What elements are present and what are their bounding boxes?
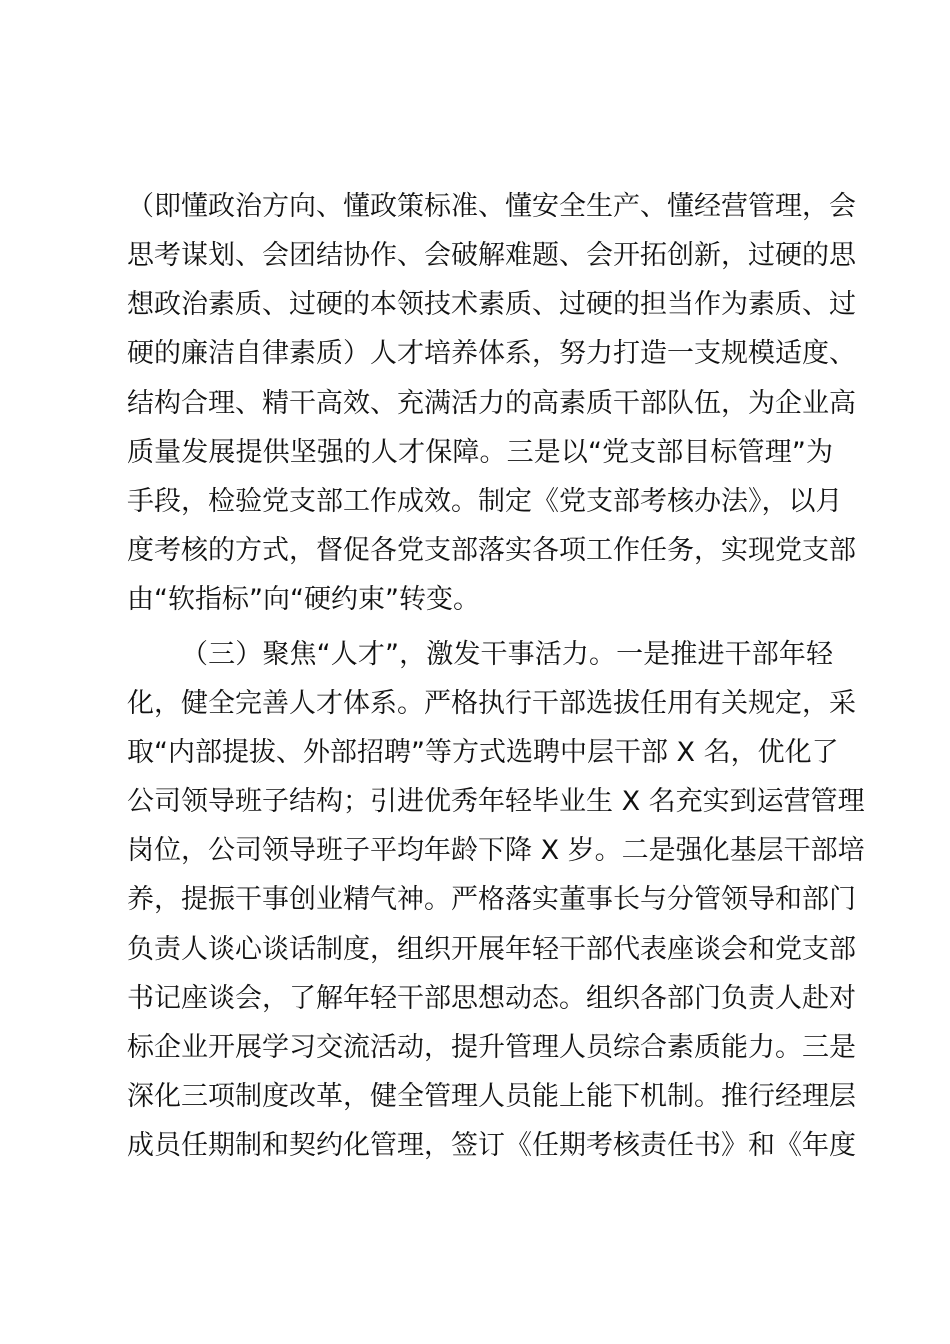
text-line-18: 标企业开展学习交流活动，提升管理人员综合素质能力。三是 [127, 1032, 856, 1063]
text-line-20: 成员任期制和契约化管理，签订《任期考核责任书》和《年度 [127, 1130, 856, 1161]
text-line-12: 取“内部提拔、外部招聘”等方式选聘中层干部 X 名，优化了 [127, 737, 839, 768]
text-line-14: 岗位，公司领导班子平均年龄下降 X 岁。二是强化基层干部培 [127, 835, 865, 866]
text-line-8: 度考核的方式，督促各党支部落实各项工作任务，实现党支部 [127, 535, 856, 566]
text-line-5: 结构合理、精干高效、充满活力的高素质干部队伍，为企业高 [127, 388, 856, 419]
text-line-4: 硬的廉洁自律素质）人才培养体系，努力打造一支规模适度、 [127, 338, 856, 369]
text-line-15: 养，提振干事创业精气神。严格落实董事长与分管领导和部门 [127, 884, 856, 915]
text-line-1: （即懂政治方向、懂政策标准、懂安全生产、懂经营管理，会 [127, 191, 856, 222]
text-line-11: 化，健全完善人才体系。严格执行干部选拔任用有关规定，采 [127, 688, 856, 719]
text-line-13: 公司领导班子结构；引进优秀年轻毕业生 X 名充实到运营管理 [127, 786, 865, 817]
text-line-3: 想政治素质、过硬的本领技术素质、过硬的担当作为素质、过 [127, 289, 856, 320]
text-line-17: 书记座谈会，了解年轻干部思想动态。组织各部门负责人赴对 [127, 983, 856, 1014]
text-line-6: 质量发展提供坚强的人才保障。三是以“党支部目标管理”为 [127, 437, 833, 468]
text-line-19: 深化三项制度改革，健全管理人员能上能下机制。推行经理层 [127, 1081, 856, 1112]
section-heading-line: （三）聚焦“人才”，激发干事活力。一是推进干部年轻 [181, 639, 833, 670]
text-line-9: 由“软指标”向“硬约束”转变。 [127, 584, 480, 615]
text-line-16: 负责人谈心谈话制度，组织开展年轻干部代表座谈会和党支部 [127, 934, 856, 965]
text-line-2: 思考谋划、会团结协作、会破解难题、会开拓创新，过硬的思 [127, 240, 856, 271]
text-line-7: 手段，检验党支部工作成效。制定《党支部考核办法》，以月 [127, 486, 843, 517]
